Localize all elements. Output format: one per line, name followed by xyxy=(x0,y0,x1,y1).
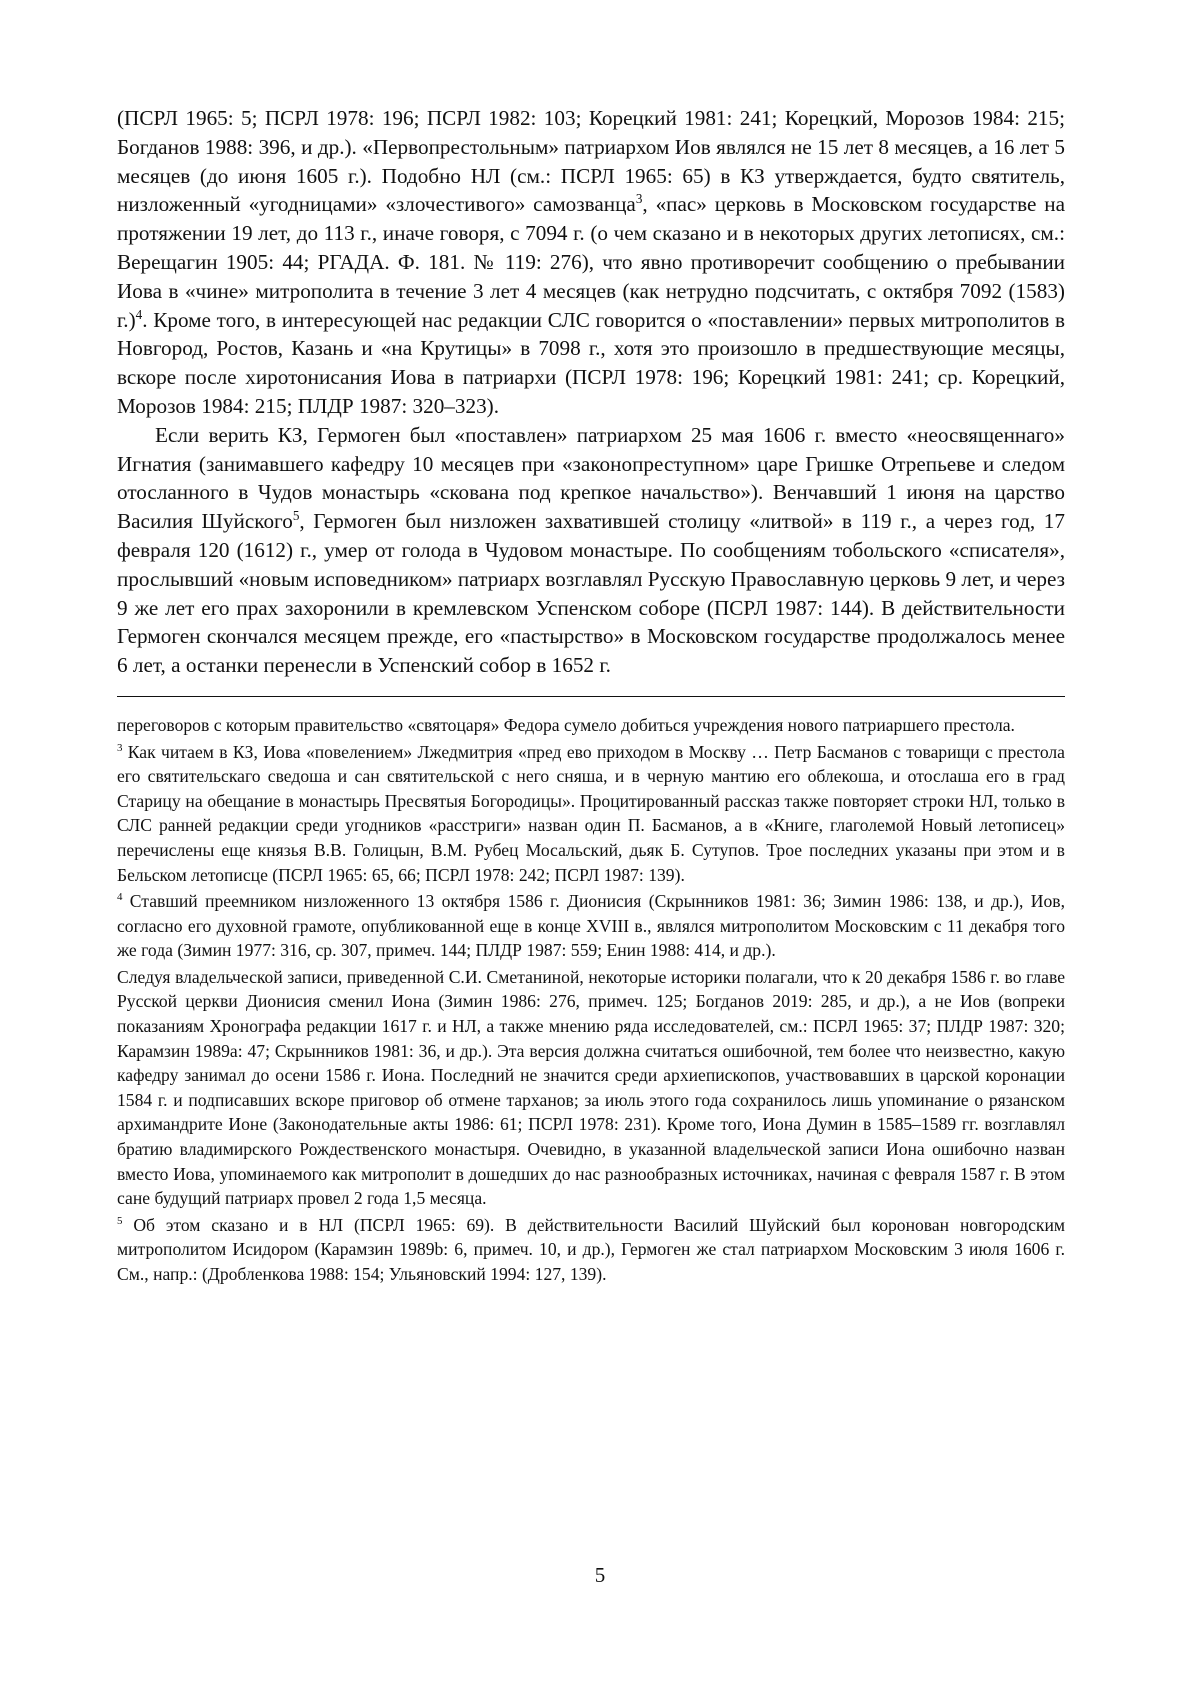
footnote-3-text: Как читаем в КЗ, Иова «повелением» Лжедмитрия «пред ево приходом в Москву … Петр Басманов с товарищи с престола его святительскаго сведоша и сан святительской с него сняша, и в черную мантию его облекоша, и отослаша его в град Старицу на обещание в монастырь Пресвятыя Богородицы». Процитированный рассказ также повторяет строки НЛ, только в СЛС ранней редакции среди угодников «расстриги» назван один П. Басманов, а в «Книге, глаголемой Новый летописец» перечислены еще князья В.В. Голицын, В.М. Рубец Мосальский, дьяк Б. Сутупов. Трое последних указаны при этом и в Бельском летописце (ПСРЛ 1965: 65, 66; ПСРЛ 1978: 242; ПСРЛ 1987: 139). xyxy=(117,741,1065,885)
paragraph-1-part-a: (ПСРЛ 1965: 5; ПСРЛ 1978: 196; ПСРЛ 1982: 103; Корецкий 1981: 241; Корецкий, Морозов 1984: 215; Богданов 1988: 396, и др.). «Первопрестольным» патриархом Иов являлся не 15 лет 8 месяцев, а 16 лет 5 месяцев (до июня 1605 г.). Подобно НЛ (см.: ПСРЛ 1965: 65) в КЗ утверждается, будто святитель, низложенный «угодницами» «злочестивого» самозванца xyxy=(117,106,1065,217)
paragraph-1 xyxy=(117,104,1065,421)
footnote-ref-5[interactable]: 5 xyxy=(292,508,300,524)
footnote-5-text: Об этом сказано и в НЛ (ПСРЛ 1965: 69). В действительности Василий Шуйский был коронован новгородским митрополитом Исидором (Карамзин 1989b: 6, примеч. 10, и др.), Гермоген же стал патриархом Московским 3 июля 1606 г. См., напр.: (Дробленкова 1988: 154; Ульяновский 1994: 127, 139). xyxy=(117,1214,1065,1284)
paragraph-2 xyxy=(117,421,1065,680)
page-content xyxy=(117,104,1065,1289)
footnote-4-text: Ставший преемником низложенного 13 октября 1586 г. Дионисия (Скрынников 1981: 36; Зимин 1986: 138, и др.), Иов, согласно его духовной грамоте, опубликованной еще в конце XVIII в., являлся митрополитом Московским с 11 декабря того же года (Зимин 1977: 316, ср. 307, примеч. 144; ПЛДР 1987: 559; Енин 1988: 414, и др.). xyxy=(117,891,1065,961)
footnote-4-continuation: Следуя владельческой записи, приведенной С.И. Сметаниной, некоторые историки полагали, что к 20 декабря 1586 г. во главе Русской церкви Дионисия сменил Иона (Зимин 1986: 276, примеч. 125; Богданов 2019: 285, и др.), а не Иов (вопреки показаниям Хронографа редакции 1617 г. и НЛ, а также мнению ряда исследователей, см.: ПСРЛ 1965: 37; ПЛДР 1987: 320; Карамзин 1989а: 47; Скрынников 1981: 36, и др.). Эта версия должна считаться ошибочной, тем более что неизвестно, какую кафедру занимал до осени 1586 г. Иона. Последний не значится среди архиепископов, участвовавших в царской коронации 1584 г. и подписавших вскоре приговор об отмене тарханов; за июль этого года сохранилось лишь упоминание о рязанском архимандрите Ионе (Законодательные акты 1986: 61; ПСРЛ 1978: 231). Кроме того, Иона Думин в 1585–1589 гг. возглавлял братию владимирского Рождественского монастыря. Очевидно, в указанной владельческой записи Иона ошибочно назван вместо Иова, упоминаемого как митрополит в дошедших до нас разнообразных источниках, начиная с февраля 1587 г. В этом сане будущий патриарх провел 2 года 1,5 месяца. xyxy=(117,966,1065,1209)
footnote-ref-4[interactable]: 4 xyxy=(135,306,143,322)
footnote-continued: переговоров с которым правительство «святоцаря» Федора сумело добиться учреждения нового патриаршего престола. xyxy=(117,714,1015,735)
paragraph-1-part-c: . Кроме того, в интересующей нас редакции СЛС говорится о «поставлении» первых митрополитов в Новгород, Ростов, Казань и «на Крутицы» в 7098 г., хотя это произошло в предшествующие месяцы, вскоре после хиротонисания Иова в патриархи (ПСРЛ 1978: 196; Корецкий 1981: 241; ср. Корецкий, Морозов 1984: 215; ПЛДР 1987: 320–323). xyxy=(117,307,1065,418)
footnote-ref-3[interactable]: 3 xyxy=(635,191,643,207)
footnotes xyxy=(117,713,1065,1287)
footnote-separator xyxy=(117,696,1065,697)
page-number: 5 xyxy=(594,1563,606,1587)
paragraph-2-part-b: , Гермоген был низложен захватившей столицу «литвой» в 119 г., а через год, 17 февраля 120 (1612) г., умер от голода в Чудовом монастыре. По сообщениям тобольского «списателя», прослывший «новым исповедником» патриарх возглавлял Русскую Православную церковь 9 лет, и через 9 же лет его прах захоронили в кремлевском Успенском соборе (ПСРЛ 1987: 144). В действительности Гермоген скончался месяцем прежде, его «пастырство» в Московском государстве продолжалось менее 6 лет, а останки перенесли в Успенский собор в 1652 г. xyxy=(117,509,1065,678)
footnote-4-number: 4 xyxy=(117,891,123,904)
footnote-4 xyxy=(117,889,1065,963)
main-text xyxy=(117,104,1065,680)
footnote-5-number: 5 xyxy=(117,1214,123,1227)
paragraph-2-part-a: Если верить КЗ, Гермоген был «поставлен» патриархом 25 мая 1606 г. вместо «неосвященнаго» Игнатия (занимавшего кафедру 10 месяцев при «законопреступном» царе Гришке Отрепьеве и следом отосланного в Чудов монастырь «скована под крепкое начальство»). Венчавший 1 июня на царство Василия Шуйского xyxy=(117,422,1065,534)
paragraph-1-part-b: , «пас» церковь в Московском государстве на протяжении 19 лет, до 113 г., иначе говоря, с 7094 г. (о чем сказано и в некоторых других летописях, см.: Верещагин 1905: 44; РГАДА. Ф. 181. № 119: 276), что явно противоречит сообщению о пребывании Иова в «чине» митрополита в течение 3 лет 4 месяцев (как нетрудно подсчитать, с октября 7092 (1583) г.) xyxy=(117,192,1065,332)
footnote-3 xyxy=(117,740,1065,888)
footnote-3-number: 3 xyxy=(117,741,123,754)
footnote-5 xyxy=(117,1213,1065,1287)
